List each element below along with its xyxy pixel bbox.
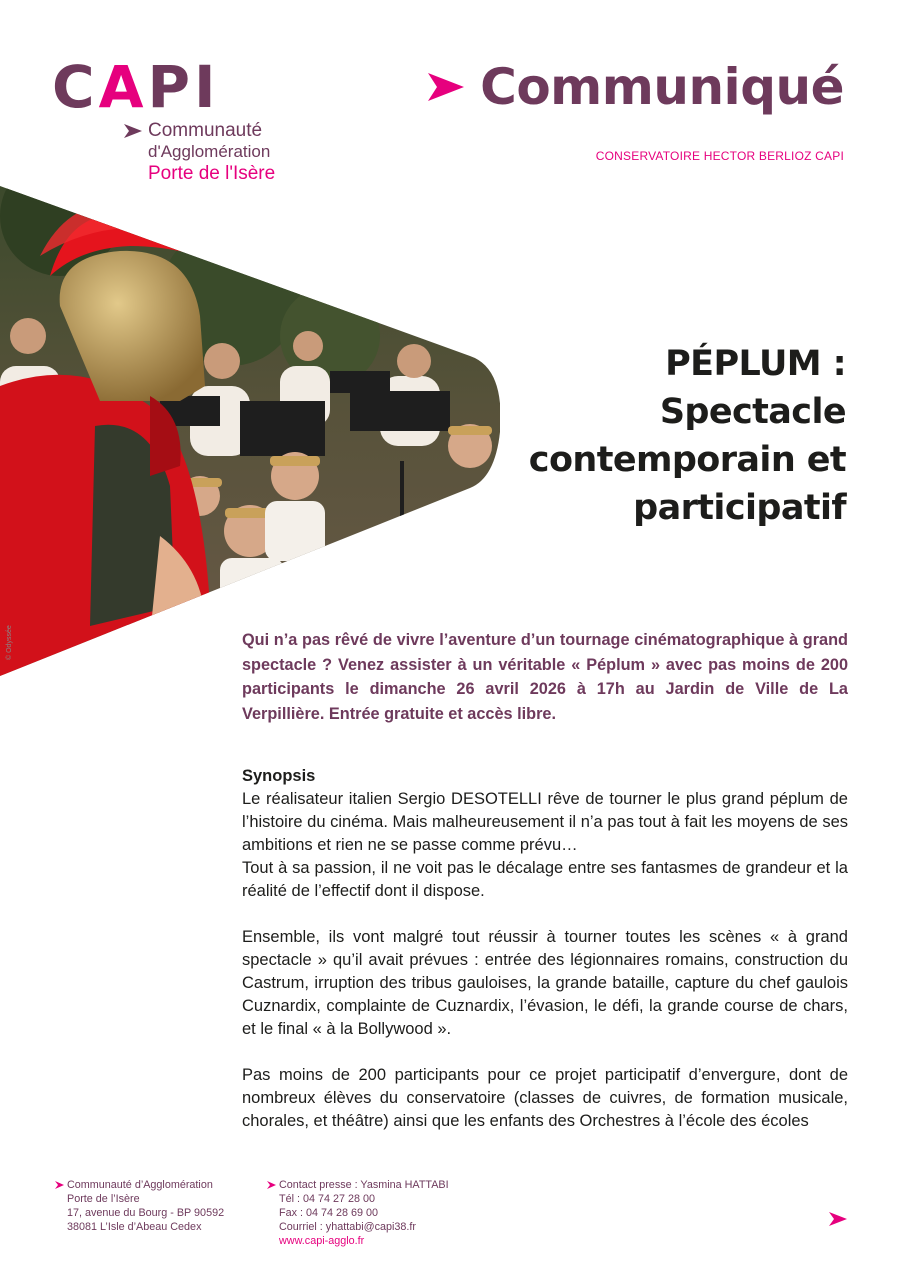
body-paragraph: Pas moins de 200 participants pour ce projet participatif d’envergure, dont de nombreux élèves du conservatoire (classes de cuivres, de formation musicale, chorales, et théâtre) ainsi que les enfants des Orchestres à l’école des écoles — [242, 1066, 848, 1130]
body-paragraph: Ensemble, ils vont malgré tout réussir à tourner toutes les scènes « à grand spectacle » qu’il avait prévues : entrée des légionnaires romains, construction du Castrum, irruption des tribus gauloises, la grande bataille, capture du chef gaulois Cuznardix, complainte de Cuznardix, l’évasion, le défi, la grande course de chars, et le final « à la Bollywood ». — [242, 928, 848, 1038]
logo-line-3: Porte de l'Isère — [148, 163, 276, 184]
header-chevron-icon — [426, 71, 466, 103]
contact-fax: Fax : 04 74 28 69 00 — [279, 1207, 379, 1219]
logo-brand: CAPI — [52, 53, 220, 121]
title-line: participatif — [633, 488, 846, 528]
section-heading: Synopsis — [242, 767, 316, 785]
address-line: Porte de l’Isère — [67, 1193, 140, 1205]
logo-line-1: Communauté — [148, 120, 263, 141]
footer-address — [54, 1178, 254, 1234]
capi-logo — [52, 53, 312, 188]
title-line: PÉPLUM : — [665, 344, 846, 384]
header-subtitle: CONSERVATOIRE HECTOR BERLIOZ CAPI — [595, 149, 844, 163]
body-paragraph: Tout à sa passion, il ne voit pas le décalage entre ses fantasmes de grandeur et la réalité de l’effectif dont il dispose. — [242, 859, 848, 900]
title-line: Spectacle — [659, 392, 846, 432]
address-line: Communauté d’Agglomération — [67, 1179, 213, 1191]
logo-chevron-icon — [122, 123, 144, 139]
event-photo — [0, 186, 500, 678]
header-title: Communiqué — [480, 58, 844, 116]
intro-paragraph: Qui n’a pas rêvé de vivre l’aventure d’un tournage cinématographique à grand spectacle ? Venez assister à un véritable « Péplum » avec pas moins de 200 participants le dimanche 26 avril 2026 à 17h au Jardin de Ville de La Verpillière. Entrée gratuite et accès libre. — [242, 631, 848, 723]
article-body — [242, 765, 848, 1133]
address-line: 38081 L’Isle d’Abeau Cedex — [67, 1221, 202, 1233]
contact-phone: Tél : 04 74 27 28 00 — [279, 1193, 376, 1205]
header — [426, 58, 844, 116]
photo-credit — [4, 612, 18, 672]
logo-line-2: d'Agglomération — [148, 142, 271, 161]
address-line: 17, avenue du Bourg - BP 90592 — [67, 1207, 225, 1219]
photo-credit-text: © Odyssée — [6, 625, 13, 660]
contact-email[interactable]: Courriel : yhattabi@capi38.fr — [279, 1221, 416, 1233]
page-title — [506, 340, 846, 532]
footer-chevron-icon — [266, 1178, 279, 1190]
body-paragraph: Le réalisateur italien Sergio DESOTELLI rêve de tourner le plus grand péplum de l’histoire du cinéma. Mais malheureusement il n’a pas tout à fait les moyens de ses ambitions et rien ne se passe comme prévu… — [242, 790, 848, 854]
next-page-chevron-icon — [828, 1211, 848, 1227]
footer-chevron-icon — [54, 1178, 67, 1190]
website-link[interactable]: www.capi-agglo.fr — [279, 1235, 365, 1247]
title-line: contemporain et — [528, 440, 846, 480]
footer-contact — [266, 1178, 506, 1248]
contact-line: Contact presse : Yasmina HATTABI — [279, 1179, 449, 1191]
